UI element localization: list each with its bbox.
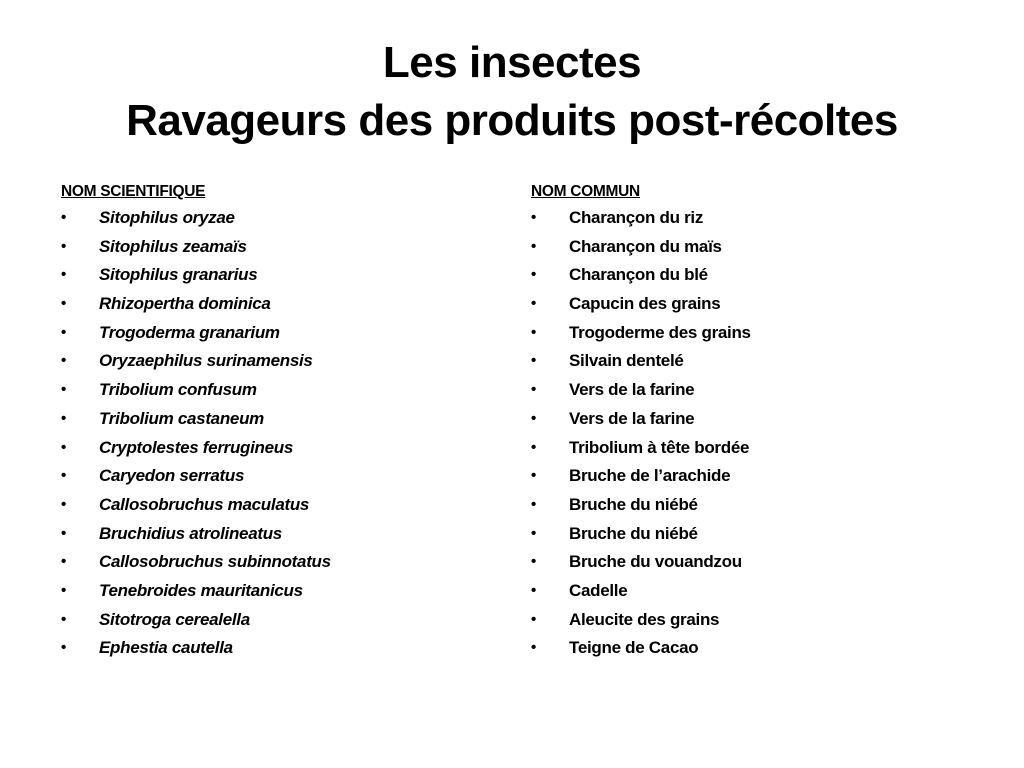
scientific-name-list [61,204,501,663]
common-name-item [531,606,971,635]
common-name-item-text: Vers de la farine [569,408,695,428]
common-name-item-text: Bruche du vouandzou [569,552,742,572]
scientific-name-item [61,376,501,405]
bullet-icon: • [61,209,66,226]
scientific-name-item [61,606,501,635]
scientific-name-item [61,434,501,463]
common-name-header: NOM COMMUN [531,183,640,200]
scientific-name-item [61,204,501,233]
scientific-name-item-text: Tenebroides mauritanicus [99,580,303,600]
bullet-icon: • [61,524,66,542]
bullet-icon: • [531,495,536,513]
bullet-icon: • [61,639,66,657]
common-name-item-text: Charançon du blé [569,265,708,285]
bullet-icon: • [531,237,536,255]
scientific-name-item-text: Tribolium castaneum [99,408,264,428]
bullet-icon: • [61,467,66,485]
scientific-name-item [61,347,501,376]
scientific-name-column [61,180,501,663]
common-name-item-text: Cadelle [569,580,628,600]
bullet-icon: • [531,639,536,657]
scientific-name-item-text: Sitophilus zeamaïs [99,236,247,256]
scientific-name-item [61,462,501,491]
common-name-item-text: Bruche de l’arachide [569,466,731,486]
scientific-name-item-text: Ephestia cautella [99,638,233,658]
bullet-icon: • [531,352,536,370]
scientific-name-item-text: Oryzaephilus surinamensis [99,351,313,371]
bullet-icon: • [531,610,536,628]
bullet-icon: • [531,381,536,399]
scientific-name-item-text: Callosobruchus maculatus [99,494,310,514]
common-name-item-text: Charançon du riz [569,208,704,227]
bullet-icon: • [531,581,536,599]
common-name-item [531,347,971,376]
scientific-name-item [61,290,501,319]
bullet-icon: • [531,524,536,542]
title-line-1: Les insectes [382,38,642,87]
bullet-icon: • [531,553,536,571]
bullet-icon: • [531,467,536,485]
common-name-item [531,548,971,577]
common-name-item [531,462,971,491]
common-name-item [531,634,971,663]
bullet-icon: • [61,553,66,571]
slide-title [0,34,1024,150]
bullet-icon: • [61,438,66,456]
scientific-name-item [61,520,501,549]
common-name-list [531,204,971,663]
bullet-icon: • [61,323,66,341]
bullet-icon: • [531,409,536,427]
bullet-icon: • [61,266,66,284]
common-name-item [531,491,971,520]
common-name-item-text: Vers de la farine [569,380,695,400]
bullet-icon: • [61,581,66,599]
common-name-item [531,376,971,405]
common-name-item [531,319,971,348]
scientific-name-item [61,548,501,577]
bullet-icon: • [61,495,66,513]
common-name-item [531,204,971,233]
common-name-item-text: Capucin des grains [569,294,721,314]
common-name-item [531,520,971,549]
scientific-name-item-text: Bruchidius atrolineatus [99,523,282,543]
scientific-name-header: NOM SCIENTIFIQUE [61,183,206,200]
scientific-name-item-text: Sitotroga cerealella [99,609,250,629]
bullet-icon: • [531,266,536,284]
common-name-item-text: Aleucite des grains [569,609,720,629]
common-name-item [531,290,971,319]
title-line-2: Ravageurs des produits post-récoltes [126,96,898,145]
common-name-item [531,577,971,606]
bullet-icon: • [531,323,536,341]
common-name-item-text: Bruche du niébé [569,494,698,514]
scientific-name-item-text: Sitophilus oryzae [99,208,235,227]
common-name-item-text: Teigne de Cacao [569,638,699,658]
scientific-name-item-text: Cryptolestes ferrugineus [99,437,294,457]
scientific-name-item [61,491,501,520]
bullet-icon: • [61,352,66,370]
bullet-icon: • [61,237,66,255]
scientific-name-item-text: Tribolium confusum [99,380,257,400]
common-name-item-text: Charançon du maïs [569,236,722,256]
common-name-item-text: Silvain dentelé [569,351,684,371]
common-name-item-text: Tribolium à tête bordée [569,437,750,457]
bullet-icon: • [531,295,536,313]
common-name-item [531,405,971,434]
scientific-name-item-text: Caryedon serratus [99,466,245,486]
scientific-name-item-text: Callosobruchus subinnotatus [99,552,331,572]
scientific-name-item-text: Sitophilus granarius [99,265,258,285]
scientific-name-item [61,577,501,606]
bullet-icon: • [61,381,66,399]
scientific-name-item-text: Rhizopertha dominica [99,294,271,314]
common-name-column [531,180,971,663]
bullet-icon: • [531,438,536,456]
scientific-name-item-text: Trogoderma granarium [99,322,280,342]
scientific-name-item [61,405,501,434]
scientific-name-item [61,233,501,262]
bullet-icon: • [531,209,536,226]
bullet-icon: • [61,610,66,628]
common-name-item-text: Bruche du niébé [569,523,698,543]
scientific-name-item [61,261,501,290]
bullet-icon: • [61,409,66,427]
common-name-item [531,261,971,290]
bullet-icon: • [61,295,66,313]
common-name-item [531,434,971,463]
scientific-name-item [61,634,501,663]
common-name-item-text: Trogoderme des grains [569,322,751,342]
scientific-name-item [61,319,501,348]
common-name-item [531,233,971,262]
